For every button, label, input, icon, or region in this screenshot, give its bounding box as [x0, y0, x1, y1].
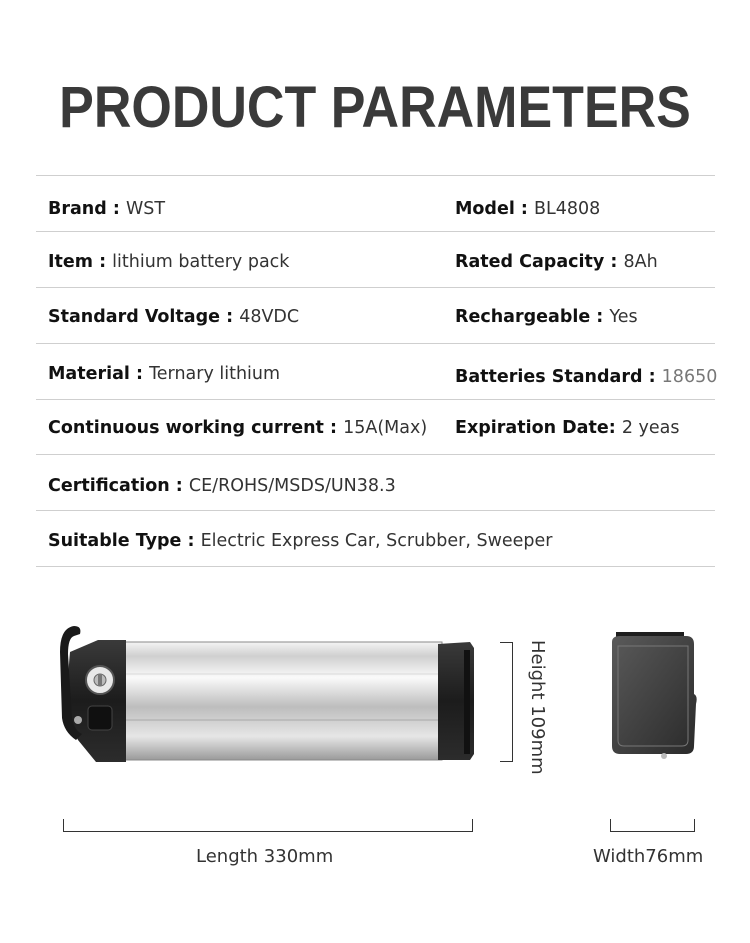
battery-end-view [606, 628, 698, 760]
table-rule [36, 175, 715, 176]
param-value: Yes [609, 307, 638, 327]
battery-side-view [50, 622, 480, 767]
param-label: Material : [48, 364, 150, 384]
param-standard-voltage [48, 307, 299, 327]
param-label: Model : [455, 199, 535, 219]
width-dimension-label: Width76mm [593, 846, 704, 867]
height-dimension-bracket [500, 642, 513, 762]
param-label: Rated Capacity : [455, 252, 624, 272]
param-value: 8Ah [623, 252, 658, 272]
param-label: Brand : [48, 199, 126, 219]
param-batteries-standard [455, 367, 717, 387]
param-item [48, 252, 289, 272]
param-expiration-date [455, 418, 679, 438]
height-dimension-label: Height 109mm [527, 640, 548, 775]
param-value: 2 yeas [621, 418, 680, 438]
length-dimension-bracket [63, 819, 473, 832]
table-rule [36, 287, 715, 288]
param-value: Ternary lithium [149, 364, 281, 384]
param-rated-capacity [455, 252, 658, 272]
param-model [455, 199, 600, 219]
param-brand [48, 199, 165, 219]
param-value: Electric Express Car, Scrubber, Sweeper [200, 531, 553, 551]
param-label: Certification : [48, 476, 189, 496]
param-value: 15A(Max) [343, 418, 428, 438]
param-label: Standard Voltage : [48, 307, 240, 327]
param-label: Expiration Date: [455, 418, 622, 438]
param-rechargeable [455, 307, 638, 327]
param-value: CE/ROHS/MSDS/UN38.3 [188, 476, 396, 496]
table-rule [36, 343, 715, 344]
param-material [48, 364, 280, 384]
table-rule [36, 399, 715, 400]
param-label: Rechargeable : [455, 307, 610, 327]
param-value: BL4808 [534, 199, 601, 219]
param-value: WST [125, 199, 166, 219]
param-label: Item : [48, 252, 113, 272]
page-title: PRODUCT PARAMETERS [59, 75, 691, 141]
param-continuous-current [48, 418, 427, 438]
table-rule [36, 231, 715, 232]
param-label: Continuous working current : [48, 418, 344, 438]
width-dimension-bracket [610, 819, 695, 832]
param-label: Suitable Type : [48, 531, 201, 551]
param-label: Batteries Standard : [455, 367, 662, 387]
param-value: 18650 [661, 367, 718, 387]
param-suitable-type [48, 531, 553, 551]
param-value: lithium battery pack [112, 252, 290, 272]
param-certification [48, 476, 396, 496]
table-rule [36, 510, 715, 511]
table-rule [36, 566, 715, 567]
length-dimension-label: Length 330mm [196, 846, 334, 867]
param-value: 48VDC [239, 307, 300, 327]
table-rule [36, 454, 715, 455]
